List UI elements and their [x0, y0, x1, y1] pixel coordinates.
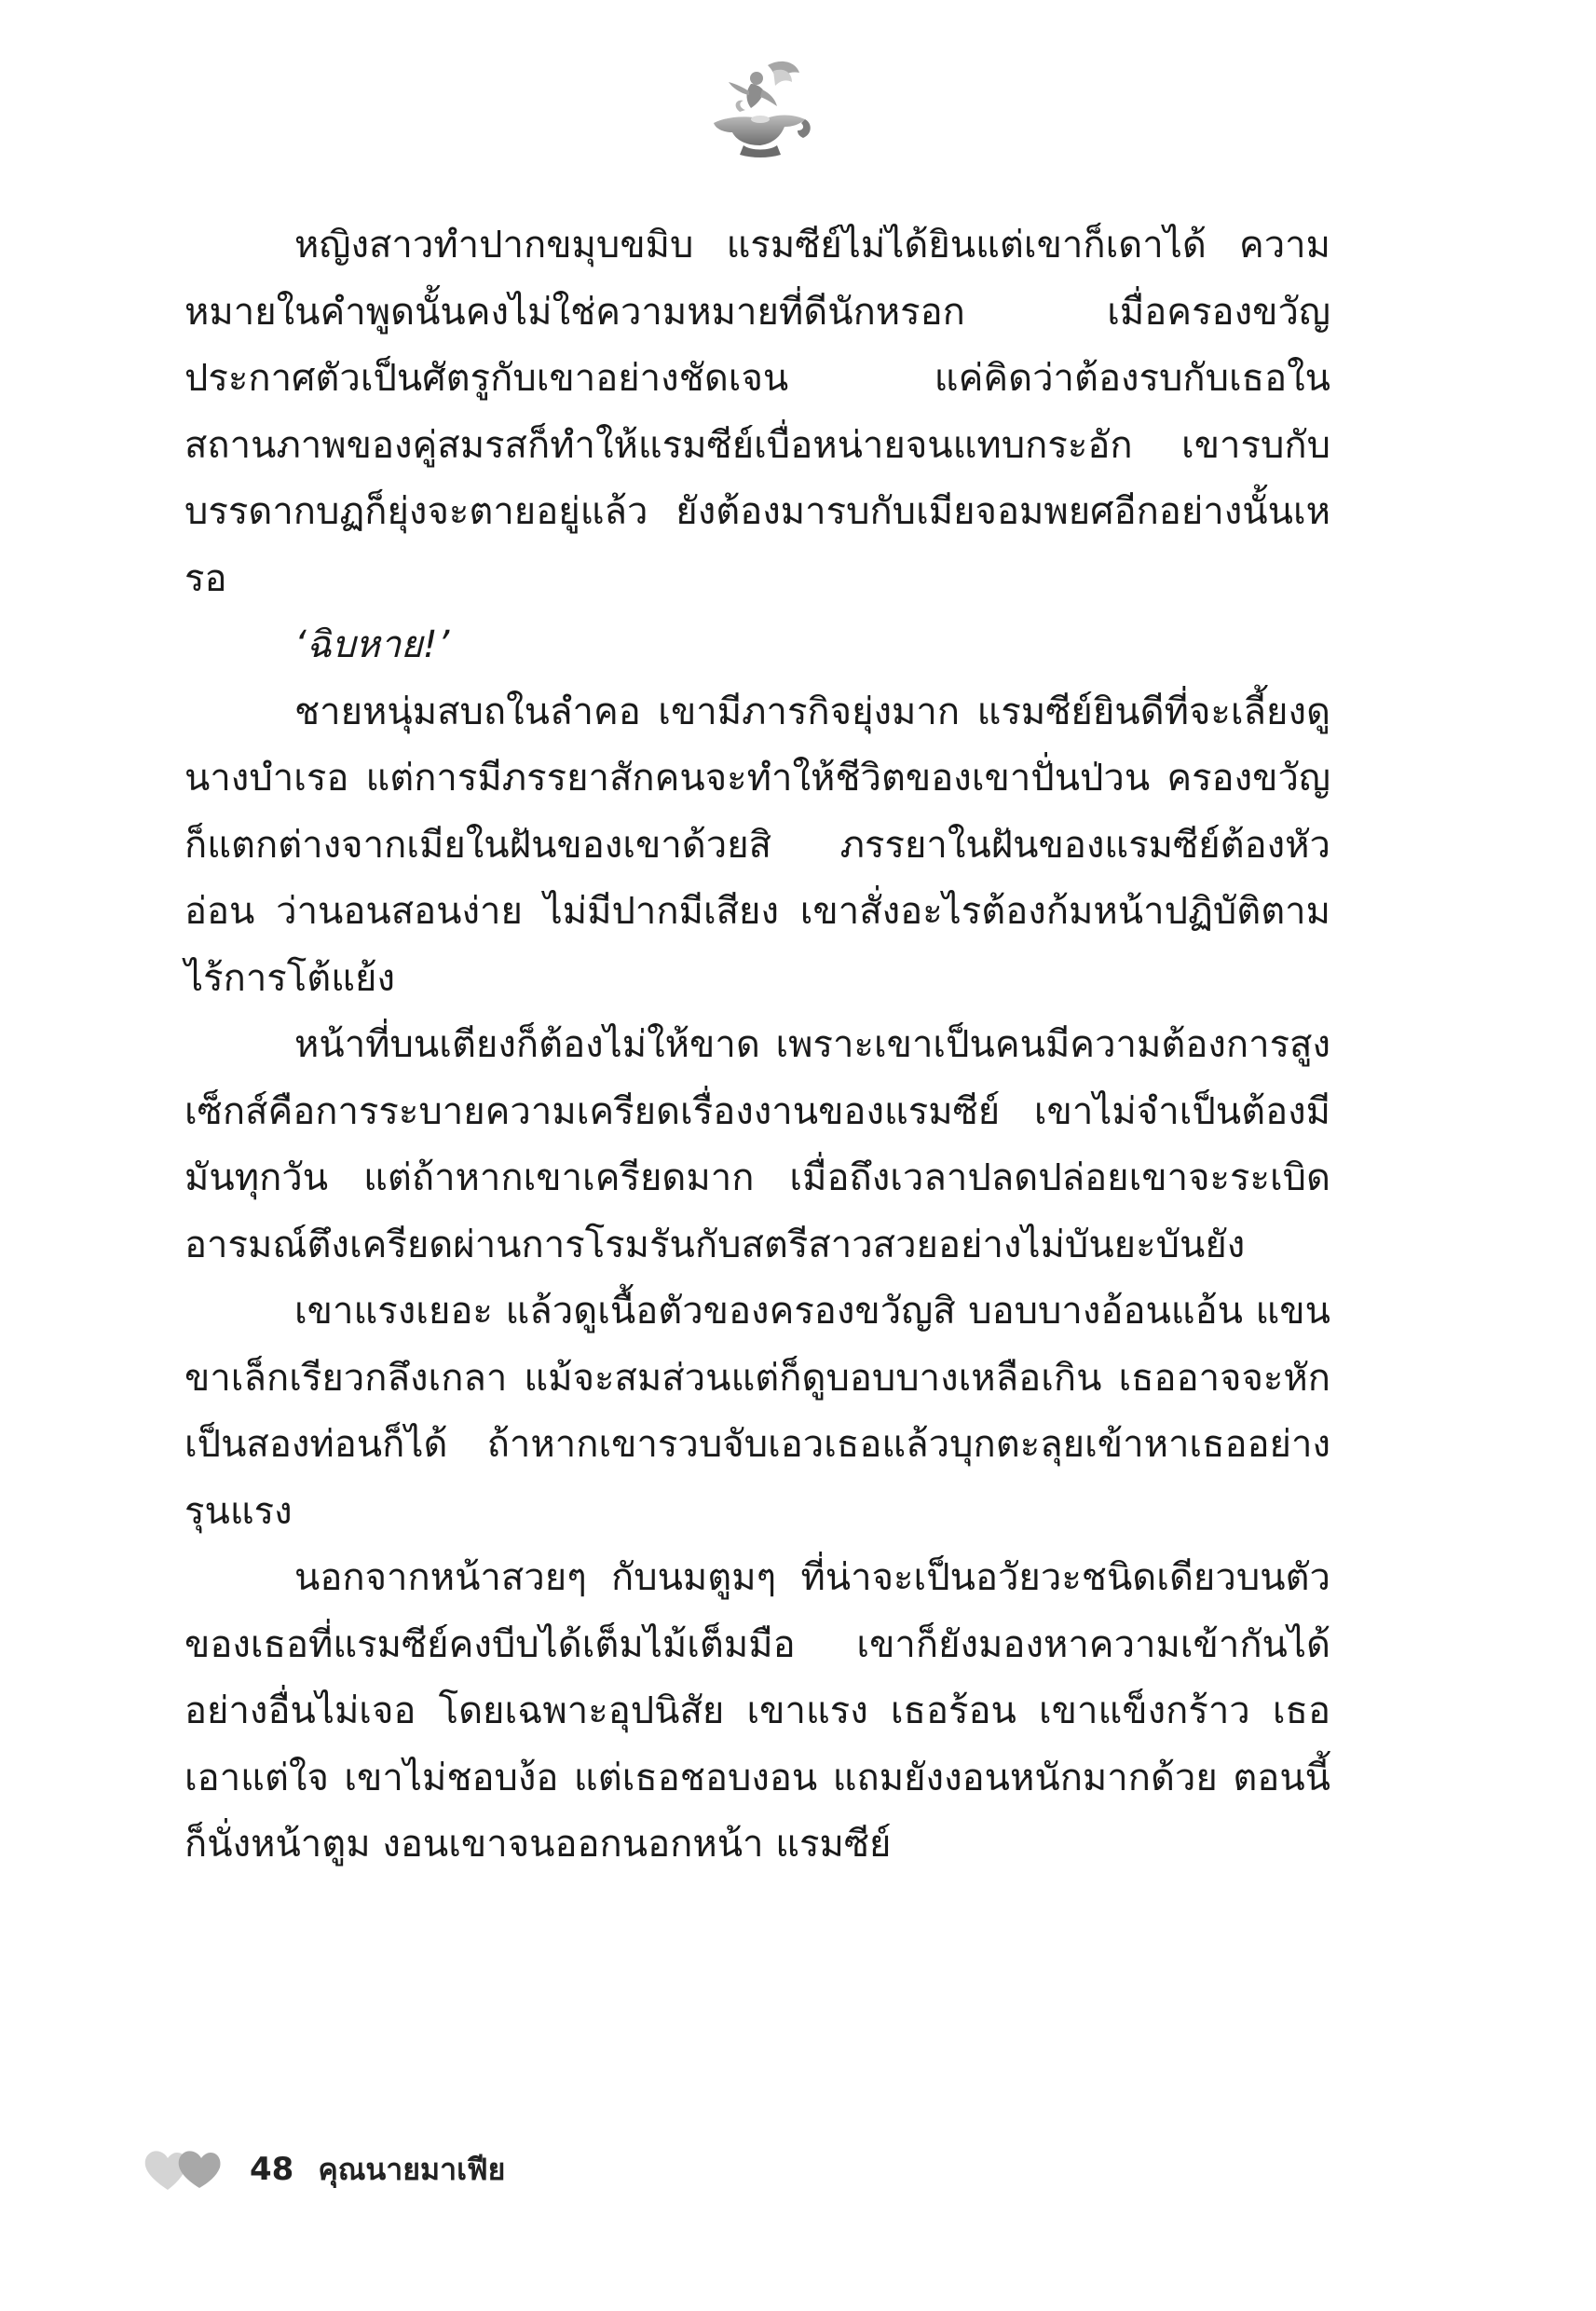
- paragraph: ชายหนุ่มสบถในลำคอ เขามีภารกิจยุ่งมาก แรมซีย์ยินดีที่จะเลี้ยงดูนางบำเรอ แต่การมีภรรยาสักคนจะทำให้ชีวิตของเขาปั่นป่วน ครองขวัญก็แตกต่างจากเมียในฝันของเขาด้วยสิ ภรรยาในฝันของแรมซีย์ต้องหัวอ่อน ว่านอนสอนง่าย ไม่มีปากมีเสียง เขาสั่งอะไรต้องก้มหน้าปฏิบัติตาม ไร้การโต้แย้ง: [184, 690, 1330, 1000]
- paragraph-exclamation: ‘ฉิบหาย!’: [294, 623, 450, 666]
- page-footer: [140, 2141, 505, 2197]
- paragraph: นอกจากหน้าสวยๆ กับนมตูมๆ ที่น่าจะเป็นอวัยวะชนิดเดียวบนตัวของเธอที่แรมซีย์คงบีบได้เต็มไม้เต็มมือ เขาก็ยังมองหาความเข้ากันได้อย่างอื่นไม่เจอ โดยเฉพาะอุปนิสัย เขาแรง เธอร้อน เขาแข็งกร้าว เธอเอาแต่ใจ เขาไม่ชอบง้อ แต่เธอชอบงอน แถมยังงอนหนักมากด้วย ตอนนี้ก็นั่งหน้าตูม งอนเขาจนออกนอกหน้า แรมซีย์: [184, 1556, 1330, 1866]
- book-title: คุณนายมาเฟีย: [318, 2151, 506, 2187]
- lamp-cupid-icon: [695, 58, 825, 162]
- body-text: [184, 212, 1330, 1879]
- paragraph: หน้าที่บนเตียงก็ต้องไม่ให้ขาด เพราะเขาเป็นคนมีความต้องการสูง เซ็กส์คือการระบายความเครียดเรื่องงานของแรมซีย์ เขาไม่จำเป็นต้องมีมันทุกวัน แต่ถ้าหากเขาเครียดมาก เมื่อถึงเวลาปลดปล่อยเขาจะระเบิดอารมณ์ตึงเครียดผ่านการโรมรันกับสตรีสาวสวยอย่างไม่บันยะบันยัง: [184, 1023, 1330, 1266]
- paragraph: หญิงสาวทำปากขมุบขมิบ แรมซีย์ไม่ได้ยินแต่เขาก็เดาได้ ความหมายในคำพูดนั้นคงไม่ใช่ความหมายที่ดีนักหรอก เมื่อครองขวัญประกาศตัวเป็นศัตรูกับเขาอย่างชัดเจน แค่คิดว่าต้องรบกับเธอในสถานภาพของคู่สมรสก็ทำให้แรมซีย์เบื่อหน่ายจนแทบกระอัก เขารบกับบรรดากบฏก็ยุ่งจะตายอยู่แล้ว ยังต้องมารบกับเมียจอมพยศอีกอย่างนั้นเหรอ: [184, 224, 1330, 600]
- paragraph: เขาแรงเยอะ แล้วดูเนื้อตัวของครองขวัญสิ บอบบางอ้อนแอ้น แขนขาเล็กเรียวกลึงเกลา แม้จะสมส่วนแต่ก็ดูบอบบางเหลือเกิน เธออาจจะหักเป็นสองท่อนก็ได้ ถ้าหากเขารวบจับเอวเธอแล้วบุกตะลุยเข้าหาเธออย่างรุนแรง: [184, 1290, 1330, 1533]
- page-number: 48: [250, 2151, 294, 2188]
- hearts-icon: [140, 2141, 233, 2197]
